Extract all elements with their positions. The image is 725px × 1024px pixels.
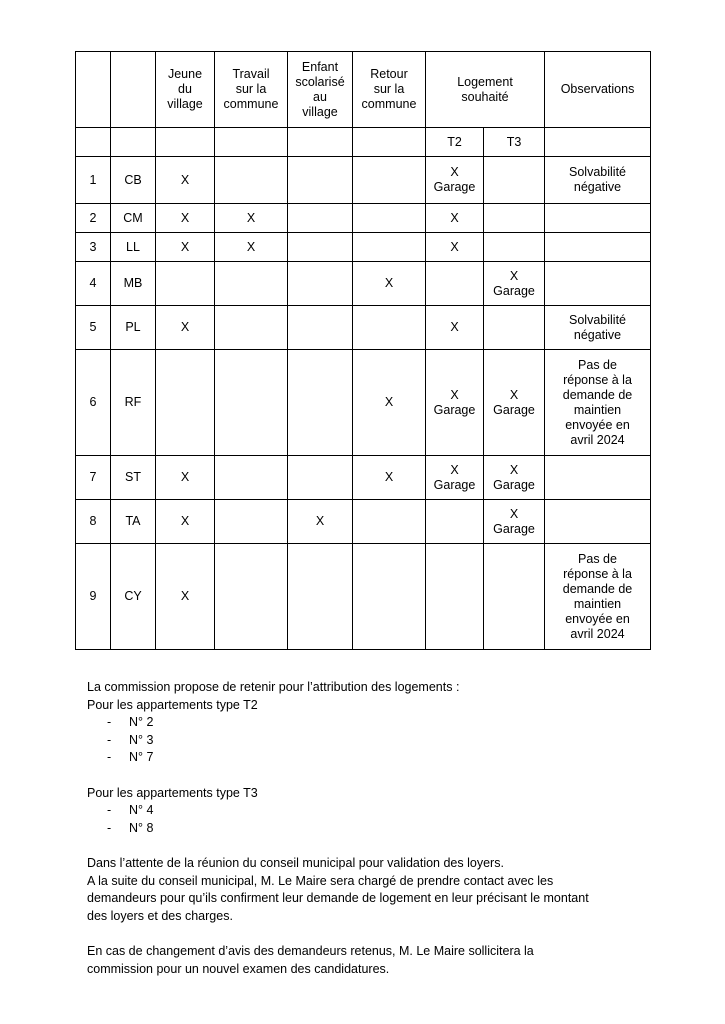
table-row [76, 544, 651, 650]
table-row [76, 233, 651, 262]
cell-obs [545, 262, 651, 306]
cell-travail: X [215, 233, 288, 262]
cell-jeune: X [156, 500, 215, 544]
table-row [76, 306, 651, 350]
cell-t3: X Garage [484, 456, 545, 500]
cell-retour [353, 157, 426, 204]
cell-t3 [484, 233, 545, 262]
cell-retour [353, 306, 426, 350]
header-observations: Observations [545, 52, 651, 128]
cell-enfant [288, 306, 353, 350]
list-item-label: N° 2 [129, 715, 154, 730]
cell-t2: X Garage [426, 350, 484, 456]
cell-t3 [484, 157, 545, 204]
t2-list [87, 714, 647, 767]
cell-t2: X Garage [426, 456, 484, 500]
cell-enfant [288, 157, 353, 204]
bullet-dash: - [107, 750, 112, 765]
list-item-label: N° 4 [129, 803, 154, 818]
cell-t3 [484, 204, 545, 233]
cell-travail [215, 456, 288, 500]
cell-retour [353, 500, 426, 544]
bullet-dash: - [107, 715, 112, 730]
cell-jeune: X [156, 204, 215, 233]
cell-num: 4 [76, 262, 111, 306]
subheader-row [76, 128, 651, 157]
header-row [76, 52, 651, 128]
paragraph-line: commission pour un nouvel examen des candidatures. [87, 961, 390, 976]
list-item-label: N° 7 [129, 750, 154, 765]
list-item [107, 802, 647, 820]
list-item [107, 749, 647, 767]
cell-num: 5 [76, 306, 111, 350]
cell-num: 1 [76, 157, 111, 204]
cell-travail [215, 544, 288, 650]
header-t2: T2 [426, 128, 484, 157]
bullet-dash: - [107, 803, 112, 818]
cell-code: PL [111, 306, 156, 350]
table-row [76, 204, 651, 233]
table-row [76, 500, 651, 544]
cell-jeune [156, 262, 215, 306]
cell-obs [545, 233, 651, 262]
list-item-label: N° 8 [129, 820, 154, 835]
paragraph-line: En cas de changement d’avis des demandeurs retenus, M. Le Maire sollicitera la [87, 943, 534, 958]
list-item [107, 732, 647, 750]
cell-t2: X [426, 306, 484, 350]
cell-t2 [426, 500, 484, 544]
subheader-cell [76, 128, 111, 157]
subheader-cell [545, 128, 651, 157]
cell-jeune: X [156, 233, 215, 262]
cell-retour: X [353, 456, 426, 500]
subheader-cell [215, 128, 288, 157]
cell-obs [545, 204, 651, 233]
cell-jeune: X [156, 157, 215, 204]
cell-t3: X Garage [484, 500, 545, 544]
cell-t2: X [426, 204, 484, 233]
cell-t2: X [426, 233, 484, 262]
cell-enfant [288, 233, 353, 262]
cell-num: 3 [76, 233, 111, 262]
header-logement: Logement souhaité [426, 52, 545, 128]
header-retour: Retour sur la commune [353, 52, 426, 128]
subheader-cell [111, 128, 156, 157]
cell-t2 [426, 544, 484, 650]
cell-jeune: X [156, 306, 215, 350]
bullet-dash: - [107, 820, 112, 835]
list-item [107, 714, 647, 732]
cell-travail [215, 306, 288, 350]
header-jeune: Jeune du village [156, 52, 215, 128]
cell-code: ST [111, 456, 156, 500]
table-row [76, 456, 651, 500]
cell-travail [215, 350, 288, 456]
cell-enfant [288, 350, 353, 456]
cell-code: CM [111, 204, 156, 233]
cell-code: CY [111, 544, 156, 650]
candidates-table [75, 51, 651, 650]
cell-obs: Pas de réponse à la demande de maintien envoyée en avril 2024 [545, 544, 651, 650]
cell-retour [353, 233, 426, 262]
cell-num: 9 [76, 544, 111, 650]
paragraph-line: des loyers et des charges. [87, 908, 233, 923]
subheader-cell [353, 128, 426, 157]
cell-t3: X Garage [484, 350, 545, 456]
cell-travail [215, 157, 288, 204]
cell-code: LL [111, 233, 156, 262]
cell-travail [215, 262, 288, 306]
t3-heading: Pour les appartements type T3 [87, 785, 258, 800]
cell-t2: X Garage [426, 157, 484, 204]
table-row [76, 350, 651, 456]
header-cell-empty [76, 52, 111, 128]
cell-obs [545, 500, 651, 544]
table-row [76, 262, 651, 306]
cell-code: RF [111, 350, 156, 456]
cell-retour [353, 204, 426, 233]
cell-travail: X [215, 204, 288, 233]
t2-heading: Pour les appartements type T2 [87, 697, 258, 712]
cell-code: TA [111, 500, 156, 544]
header-travail: Travail sur la commune [215, 52, 288, 128]
cell-obs [545, 456, 651, 500]
cell-enfant: X [288, 500, 353, 544]
cell-code: MB [111, 262, 156, 306]
bullet-dash: - [107, 732, 112, 747]
cell-num: 7 [76, 456, 111, 500]
cell-t3 [484, 544, 545, 650]
subheader-cell [156, 128, 215, 157]
intro-text: La commission propose de retenir pour l’attribution des logements : [87, 680, 460, 694]
cell-obs: Pas de réponse à la demande de maintien envoyée en avril 2024 [545, 350, 651, 456]
cell-num: 8 [76, 500, 111, 544]
paragraph-line: Dans l’attente de la réunion du conseil municipal pour validation des loyers. [87, 855, 504, 870]
decision-text [87, 679, 647, 978]
subheader-cell [288, 128, 353, 157]
header-t3: T3 [484, 128, 545, 157]
paragraph-line: A la suite du conseil municipal, M. Le Maire sera chargé de prendre contact avec les [87, 873, 554, 888]
t3-list [87, 802, 647, 837]
header-enfant: Enfant scolarisé au village [288, 52, 353, 128]
cell-enfant [288, 544, 353, 650]
cell-retour [353, 544, 426, 650]
cell-jeune: X [156, 544, 215, 650]
cell-num: 2 [76, 204, 111, 233]
cell-t2 [426, 262, 484, 306]
list-item-label: N° 3 [129, 732, 154, 747]
cell-retour: X [353, 262, 426, 306]
cell-enfant [288, 262, 353, 306]
cell-enfant [288, 456, 353, 500]
cell-travail [215, 500, 288, 544]
list-item [107, 820, 647, 838]
header-cell-empty [111, 52, 156, 128]
cell-obs: Solvabilité négative [545, 306, 651, 350]
cell-code: CB [111, 157, 156, 204]
table-row [76, 157, 651, 204]
cell-t3: X Garage [484, 262, 545, 306]
paragraph-line: demandeurs pour qu’ils confirment leur demande de logement en leur précisant le montant [87, 891, 589, 906]
cell-t3 [484, 306, 545, 350]
cell-enfant [288, 204, 353, 233]
cell-jeune: X [156, 456, 215, 500]
cell-obs: Solvabilité négative [545, 157, 651, 204]
cell-num: 6 [76, 350, 111, 456]
cell-jeune [156, 350, 215, 456]
cell-retour: X [353, 350, 426, 456]
